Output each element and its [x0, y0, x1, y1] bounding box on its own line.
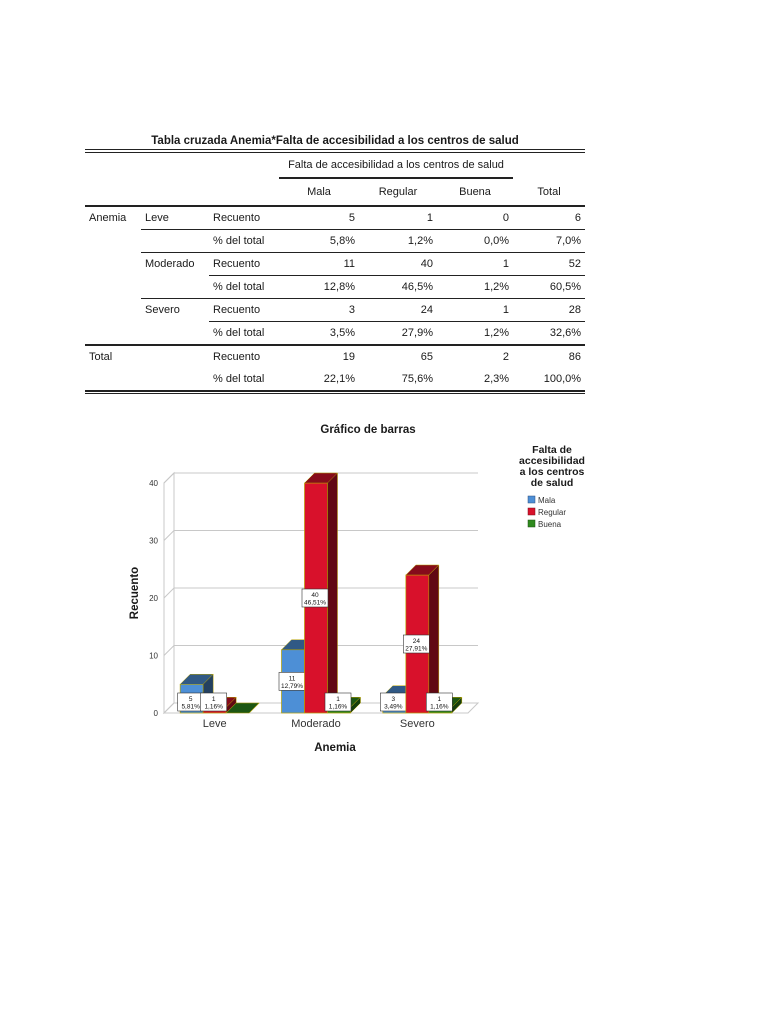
row-stat-label: Recuento — [209, 345, 279, 368]
table-cell: 86 — [513, 345, 585, 368]
legend-title-line: accesibilidad — [519, 455, 585, 467]
row-sub-label — [141, 345, 209, 368]
table-cell: 32,6% — [513, 322, 585, 346]
bar-chart — [120, 415, 600, 765]
data-label-count: 40 — [311, 592, 319, 599]
x-tick-label: Severo — [399, 718, 435, 730]
row-stat-label: % del total — [209, 276, 279, 299]
table-row — [85, 322, 585, 346]
column-span-header: Falta de accesibilidad a los centros de salud — [279, 153, 513, 178]
y-axis-title: Recuento — [129, 566, 141, 620]
legend-swatch-regular — [528, 508, 535, 515]
y-tick-label: 10 — [149, 651, 158, 661]
legend-title-line: de salud — [530, 477, 574, 489]
data-label-percent: 12,79% — [280, 682, 304, 690]
table-row — [85, 345, 585, 368]
table-cell: 60,5% — [513, 276, 585, 299]
row-sub-label — [141, 322, 209, 346]
data-label-percent: 3,49% — [384, 703, 403, 711]
table-cell: 7,0% — [513, 230, 585, 253]
crosstab-table — [85, 133, 585, 394]
bar-side-regular — [328, 473, 338, 713]
x-tick-label: Moderado — [291, 718, 341, 730]
row-stat-label: % del total — [209, 322, 279, 346]
row-group-label: Total — [85, 345, 141, 368]
table-cell: 12,8% — [279, 276, 359, 299]
table-row — [85, 206, 585, 230]
table-cell: 1 — [426, 212, 433, 224]
row-group-label — [85, 322, 141, 346]
table-title: Tabla cruzada Anemia*Falta de accesibilidad a los centros de salud — [151, 135, 519, 147]
column-header: Total — [513, 178, 585, 206]
row-sub-label — [141, 368, 209, 390]
row-group-label — [85, 276, 141, 299]
data-label-count: 3 — [391, 696, 396, 703]
table-cell: 65 — [359, 345, 437, 368]
table-cell: 22,1% — [323, 373, 355, 385]
data-label-count: 24 — [412, 638, 420, 645]
data-label-percent: 1,16% — [328, 703, 348, 711]
table-row — [85, 230, 585, 253]
legend-swatch-mala — [528, 496, 535, 503]
row-stat-label: Recuento — [209, 299, 279, 322]
row-stat-label: Recuento — [213, 212, 261, 224]
data-label-count: 11 — [288, 675, 296, 683]
table-cell: 100,0% — [543, 373, 582, 385]
row-group-label — [85, 230, 141, 253]
row-sub-label: Severo — [141, 299, 209, 322]
data-label-percent: 1,16% — [430, 703, 449, 711]
table-cell: 0,0% — [437, 230, 513, 253]
table-row — [85, 253, 585, 276]
data-label-percent: 27,91% — [405, 645, 428, 653]
table-cell: 46,5% — [359, 276, 437, 299]
table-cell: 75,6% — [401, 373, 433, 385]
table-cell: 3,5% — [279, 322, 359, 346]
row-stat-label: Recuento — [209, 253, 279, 276]
data-label-count: 1 — [211, 696, 216, 703]
crosstab-grid — [85, 153, 585, 390]
plot-area — [149, 473, 478, 730]
row-sub-label: Leve — [145, 212, 169, 224]
data-label-percent: 5,81% — [181, 703, 200, 711]
legend — [519, 444, 585, 529]
row-group-label — [85, 253, 141, 276]
row-group-label — [85, 368, 141, 390]
legend-label-buena: Buena — [538, 520, 562, 529]
table-header-row-1 — [85, 153, 585, 178]
row-sub-label — [141, 276, 209, 299]
legend-label-mala: Mala — [538, 496, 556, 505]
table-cell: 52 — [513, 253, 585, 276]
table-cell: 27,9% — [359, 322, 437, 346]
row-sub-label: Moderado — [141, 253, 209, 276]
table-bottom-rule — [85, 390, 585, 394]
table-cell: 2 — [437, 345, 513, 368]
table-cell: 2,3% — [483, 373, 510, 385]
table-cell: 1,2% — [437, 276, 513, 299]
table-cell: 6 — [574, 212, 582, 224]
y-tick-label: 20 — [149, 594, 158, 603]
column-header: Mala — [279, 178, 359, 206]
legend-title-line: Falta de — [532, 444, 572, 456]
table-cell: 24 — [359, 299, 437, 322]
table-cell: 1 — [437, 299, 513, 322]
row-stat-label: % del total — [213, 373, 265, 385]
table-cell: 3 — [279, 299, 359, 322]
legend-label-regular: Regular — [538, 508, 567, 517]
y-tick-label: 30 — [149, 536, 158, 546]
table-row — [85, 368, 585, 390]
table-cell: 0 — [502, 212, 510, 224]
legend-title-line: a los centros — [519, 466, 585, 478]
data-label-count: 1 — [437, 696, 442, 703]
table-cell: 19 — [279, 345, 359, 368]
bar-side-regular — [429, 565, 439, 713]
data-label-percent: 46,51% — [303, 599, 327, 607]
data-label-count: 5 — [188, 696, 193, 703]
table-cell: 1,2% — [437, 322, 513, 346]
row-stat-label: % del total — [209, 230, 279, 253]
row-sub-label — [141, 230, 209, 253]
table-cell: 5 — [348, 212, 355, 224]
table-cell: 1,2% — [359, 230, 437, 253]
chart-title: Gráfico de barras — [320, 424, 416, 436]
row-group-label: Anemia — [89, 212, 127, 225]
legend-swatch-buena — [528, 520, 535, 527]
data-label-count: 1 — [336, 696, 340, 703]
row-group-label — [85, 299, 141, 322]
x-tick-label: Leve — [202, 718, 227, 730]
table-header-row-2 — [85, 178, 585, 206]
y-tick-label: 40 — [149, 479, 158, 488]
column-header: Buena — [437, 178, 513, 206]
x-axis-title: Anemia — [314, 742, 356, 754]
table-cell: 11 — [279, 253, 359, 276]
column-header: Regular — [359, 178, 437, 206]
table-cell: 5,8% — [279, 230, 359, 253]
table-cell: 1 — [437, 253, 513, 276]
table-cell: 40 — [359, 253, 437, 276]
y-tick-label: 0 — [153, 709, 158, 718]
data-label-percent: 1,16% — [204, 703, 223, 711]
table-row — [85, 276, 585, 299]
table-row — [85, 299, 585, 322]
table-cell: 28 — [513, 299, 585, 322]
